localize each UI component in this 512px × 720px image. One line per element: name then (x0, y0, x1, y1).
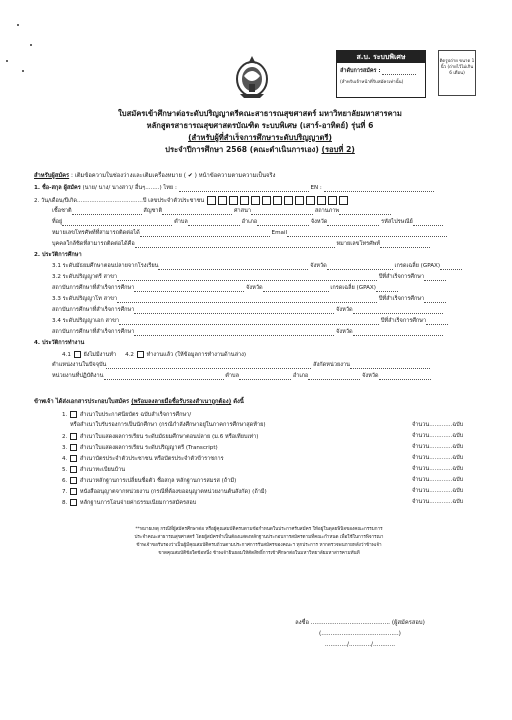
position-field[interactable] (106, 363, 311, 369)
s1-race-row: เชื้อชาติ สัญชาติ ศาสนา สถานภาพ (52, 208, 391, 215)
doc-qty-7[interactable]: จำนวน.............ฉบับ (412, 488, 464, 494)
highschool-field[interactable] (158, 264, 308, 270)
s1-name-row: 1. ชื่อ-สกุล ผู้สมัคร (นาย/ นาง/ นางสาว/ อื่นๆ........) ไทย : EN : (34, 185, 434, 192)
stamp-box (336, 50, 426, 98)
s2-row2: 3.2 ระดับปริญญาตรี สาขา ปีที่สำเร็จการศึกษา (52, 274, 446, 281)
doc-qty-2[interactable]: จำนวน.............ฉบับ (412, 433, 464, 439)
address-field[interactable] (62, 220, 172, 226)
doc-qty-1[interactable]: จำนวน.............ฉบับ (412, 422, 464, 428)
province-field[interactable] (327, 220, 379, 226)
doc-item-5: 5. สำเนาทะเบียนบ้าน (62, 467, 126, 473)
thai-name-field[interactable] (179, 186, 309, 192)
bachelor-province-field[interactable] (263, 286, 329, 292)
phd-province-field[interactable] (353, 330, 443, 336)
master-major-field[interactable] (117, 297, 377, 303)
s4-title: 4. ประวัติการทำงาน (34, 340, 85, 346)
doc-6-checkbox[interactable] (70, 477, 77, 484)
doc-item-2: 2. สำเนาใบแสดงผลการเรียน ระดับมัธยมศึกษาตอนปลาย (ม.6 หรือเทียบเท่า) (62, 434, 259, 440)
phd-inst-field[interactable] (134, 330, 334, 336)
signature-line[interactable]: ลงชื่อ ........................................... (ผู้สมัครสอบ) (295, 620, 425, 626)
highschool-province-field[interactable] (327, 264, 393, 270)
doc-2-checkbox[interactable] (70, 433, 77, 440)
stamp-title: ส.บ. ระบบพิเศษ (337, 51, 425, 63)
doc-8-checkbox[interactable] (70, 499, 77, 506)
photo-box (438, 50, 476, 96)
master-inst-field[interactable] (134, 308, 334, 314)
doc-4-checkbox[interactable] (70, 455, 77, 462)
scan-mark (17, 24, 19, 26)
doc-qty-3[interactable]: จำนวน.............ฉบับ (412, 444, 464, 450)
s2-title: 2. ประวัติการศึกษา (34, 252, 82, 258)
note-paragraph: **หมายเหตุ กรณีที่ผู้สมัครศึกษาต่อ หรือผู้คุณสมบัติครบตามข้อกำหนดในประกาศรับสมัคร ให้อยู่ในดุลยพินิจของคณะกรรมการ ประจำคณะสาธารณสุขศาสตร์ โดยผู้สมัครจำเป็นต้องแสดงหลักฐานประกอบการสมัครตามที่คณะกำหนด เพื่อใช้ในการพิจารณา ข้าพเจ้าขอรับรองว่าเป็นผู้มีคุณสมบัติครบถ้วนตามประกาศการรับสมัครของคณะฯ ทุกประการ หากตรวจพบภายหลังว่าข้าพเจ้า ขาดคุณสมบัติข้อใดข้อหนึ่ง ข้าพเจ้ายินยอมให้ตัดสิทธิ์การเข้าศึกษาต่อในมหาวิทยาลัยมหาสารคามทันที (134, 527, 384, 556)
id-card-boxes[interactable] (206, 198, 349, 204)
doc-item-1: 1. สำเนาใบประกาศนียบัตร ฉบับสำเร็จการศึกษา/ (62, 412, 192, 418)
highschool-gpa-field[interactable] (440, 264, 462, 270)
doc-5-checkbox[interactable] (70, 466, 77, 473)
status-field[interactable] (339, 209, 391, 215)
s1-contact-row: บุคคลใกล้ชิดที่สามารถติดต่อได้คือ หมายเลขโทรศัพท์ (52, 241, 430, 248)
phone-field[interactable] (140, 231, 270, 237)
postcode-field[interactable] (413, 220, 443, 226)
phd-year-field[interactable] (426, 319, 448, 325)
scan-mark (30, 44, 32, 46)
email-field[interactable] (287, 231, 447, 237)
contact-field[interactable] (135, 242, 335, 248)
org-subdistrict-field[interactable] (239, 374, 291, 380)
stamp-note: (สำหรับเจ้าหน้าที่รับสมัครเท่านั้น) (340, 80, 404, 85)
applicant-note: สำหรับผู้สมัคร : เติมข้อความในช่องว่างและเติมเครื่องหมาย ( ✔ ) หน้าข้อความตามความเป็นจริง (34, 173, 276, 179)
s2-row4: 3.4 ระดับปริญญาเอก สาขา ปีที่สำเร็จการศึกษา (52, 318, 448, 325)
contact-phone-field[interactable] (380, 242, 430, 248)
docs-title: ข้าพเจ้า ได้ส่งเอกสารประกอบใบสมัคร (พร้อมลงลายมือชื่อรับรองสำเนาถูกต้อง) ดังนี้ (34, 399, 244, 405)
doc-item-3: 3. สำเนาใบแสดงผลการเรียน ระดับปริญญาตรี (Transcript) (62, 445, 218, 451)
master-year-field[interactable] (424, 297, 446, 303)
s2-row1: 3.1 ระดับมัธยมศึกษาตอนปลายจากโรงเรียน จังหวัด เกรดเฉลี่ย (GPAX) (52, 263, 462, 270)
scan-mark (6, 60, 8, 62)
signature-date[interactable]: ............/............/............ (324, 642, 396, 648)
affiliation-field[interactable] (350, 363, 430, 369)
phd-major-field[interactable] (119, 319, 379, 325)
s4-options: 4.1 ยังไม่มีงานทำ 4.2 ทำงานแล้ว (ให้ข้อมูลการทำงานด้านล่าง) (62, 352, 247, 358)
doc-qty-4[interactable]: จำนวน.............ฉบับ (412, 455, 464, 461)
doc-item-6: 6. สำเนาหลักฐานการเปลี่ยนชื่อตัว ชื่อสกุล หลักฐานการสมรส (ถ้ามี) (62, 478, 237, 484)
org-field[interactable] (104, 374, 224, 380)
s2-row3b: สถาบันการศึกษาที่สำเร็จการศึกษา จังหวัด (52, 307, 443, 314)
s4-org-row: หน่วยงานที่ปฏิบัติงาน ตำบล อำเภอ จังหวัด (52, 373, 431, 380)
unemployed-checkbox[interactable] (74, 351, 81, 358)
doc-qty-5[interactable]: จำนวน.............ฉบับ (412, 466, 464, 472)
en-name-field[interactable] (324, 186, 434, 192)
doc-qty-6[interactable]: จำนวน.............ฉบับ (412, 477, 464, 483)
photo-box-label: ติดรูปถ่าย ขนาด 1 นิ้ว (ถ่ายไว้ไม่เกิน 6 เดือน) (439, 59, 475, 76)
nationality-field[interactable] (162, 209, 232, 215)
doc-qty-8[interactable]: จำนวน.............ฉบับ (412, 499, 464, 505)
header-line2: หลักสูตรสาธารณสุขศาสตรบัณฑิต ระบบพิเศษ (เสาร์-อาทิตย์) รุ่นที่ 6 (146, 121, 374, 130)
org-district-field[interactable] (308, 374, 360, 380)
header-line1: ใบสมัครเข้าศึกษาต่อระดับปริญญาตรีคณะสาธารณสุขศาสตร์ มหาวิทยาลัยมหาสารคาม (118, 109, 402, 118)
s2-row2b: สถาบันการศึกษาที่สำเร็จการศึกษา จังหวัด เกรดเฉลี่ย (GPAX) (52, 285, 398, 292)
bachelor-year-field[interactable] (424, 275, 446, 281)
stamp-app-no: ลำดับการสมัคร : (337, 63, 425, 75)
doc-item-1b: หรือสำเนาใบรับรองการเป็นนักศึกษา (กรณีกำลังศึกษาอยู่ในภาคการศึกษาสุดท้าย) (70, 422, 266, 428)
doc-item-4: 4. สำเนาบัตรประจำตัวประชาชน หรือบัตรประจำตัวข้าราชการ (62, 456, 224, 462)
subdistrict-field[interactable] (188, 220, 240, 226)
s1-dob-row: 2. วัน/เดือน/ปีเกิด.....................................ปี เลขประจำตัวประชาชน (34, 196, 349, 205)
s2-row4b: สถาบันการศึกษาที่สำเร็จการศึกษา จังหวัด (52, 329, 443, 336)
s4-position-row: ตำแหน่งงานในปัจจุบัน สังกัดหน่วยงาน (52, 362, 430, 369)
doc-item-7: 7. หนังสืออนุญาตจากหน่วยงาน (กรณีที่ต้องขออนุญาตหน่วยงานต้นสังกัด) (ถ้ามี) (62, 489, 267, 495)
doc-3-checkbox[interactable] (70, 444, 77, 451)
district-field[interactable] (257, 220, 309, 226)
religion-field[interactable] (251, 209, 313, 215)
header-line3: (สำหรับผู้ที่สำเร็จการศึกษาระดับปริญญาตรี) (188, 133, 332, 142)
doc-7-checkbox[interactable] (70, 488, 77, 495)
signature-name[interactable]: (..........................................) (319, 631, 401, 637)
signature-block (250, 618, 470, 651)
university-logo (232, 54, 272, 100)
s2-row3: 3.3 ระดับปริญญาโท สาขา ปีที่สำเร็จการศึกษา (52, 296, 446, 303)
employed-checkbox[interactable] (137, 351, 144, 358)
doc-item-8: 8. หลักฐานการโอนจ่ายค่าธรรมเนียมการสมัครสอบ (62, 500, 197, 506)
bachelor-inst-field[interactable] (134, 286, 244, 292)
header-line4: ประจำปีการศึกษา 2568 (คณะดำเนินการเอง) (รอบที่ 2) (165, 145, 355, 154)
org-province-field[interactable] (379, 374, 431, 380)
race-field[interactable] (72, 209, 142, 215)
bachelor-gpa-field[interactable] (376, 286, 398, 292)
doc-1-checkbox[interactable] (70, 411, 77, 418)
form-header (60, 108, 460, 156)
bachelor-major-field[interactable] (117, 275, 377, 281)
s1-phone-row: หมายเลขโทรศัพท์ที่สามารถติดต่อได้ Email (52, 230, 447, 237)
s1-address-row: ที่อยู่ ตำบล อำเภอ จังหวัด รหัสไปรษณีย์ (52, 219, 443, 226)
scan-mark (22, 70, 24, 72)
master-province-field[interactable] (353, 308, 443, 314)
